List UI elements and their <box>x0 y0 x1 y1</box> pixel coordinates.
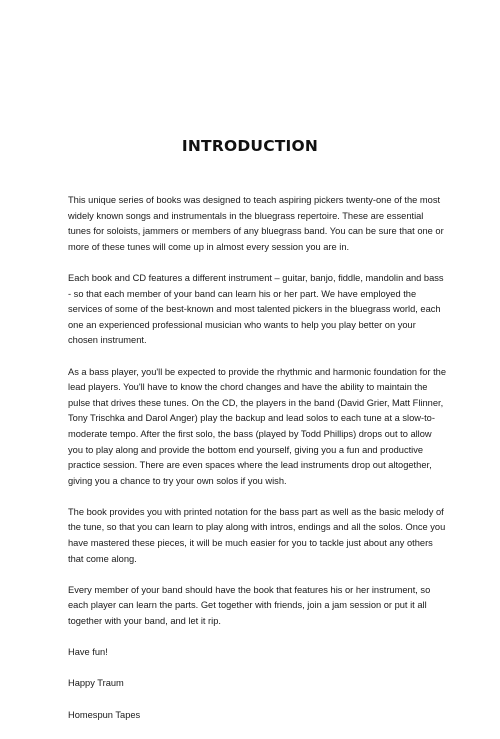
signature-block <box>68 676 448 723</box>
signature-company: Homespun Tapes <box>68 709 141 720</box>
signature-name: Happy Traum <box>68 678 124 689</box>
paragraph-band-members: Every member of your band should have the book that features his or her instrument, so each player can learn the parts. Get together with friends, join a jam session or put it all together with your band, and let it rip. <box>68 584 431 627</box>
paragraph-bass-player: As a bass player, you'll be expected to provide the rhythmic and harmonic foundation for the lead players. You'll have to know the chord changes and have the ability to maintain the pulse that drives these tunes. On the CD, the players in the band (David Grier, Matt Flinner, Tony Trischka and Darol Anger) play the backup and lead solos to each tune at a slow-to-moderate tempo. After the first solo, the bass (played by Todd Phillips) drops out to allow you to play along and provide the bottom end yourself, giving you a fun and productive practice session. There are even spaces where the lead instruments drop out altogether, giving you a chance to try your own solos if you wish. <box>68 366 447 486</box>
document-body <box>68 193 448 739</box>
paragraph-book-notation: The book provides you with printed notation for the bass part as well as the basic melody of the tune, so that you can learn to play along with intros, endings and all the solos. Once you have mastered these pieces, it will be much easier for you to tackle just about any others that come along. <box>68 506 446 564</box>
paragraph-instruments: Each book and CD features a different instrument – guitar, banjo, fiddle, mandolin and bass - so that each member of your band can learn his or her part. We have employed the services of some of the best-known and most talented pickers in the bluegrass world, each one an experienced professional musician who wants to help you play better on your chosen instrument. <box>68 272 444 346</box>
paragraph-intro: This unique series of books was designed to teach aspiring pickers twenty-one of the most widely known songs and instrumentals in the bluegrass repertoire. These are essential tunes for soloists, jammers or members of any bluegrass band. You can be sure that one or more of these tunes will come up in almost every session you are in. <box>68 195 444 252</box>
page-title: INTRODUCTION <box>181 137 319 155</box>
paragraph-closing: Have fun! <box>68 647 108 658</box>
